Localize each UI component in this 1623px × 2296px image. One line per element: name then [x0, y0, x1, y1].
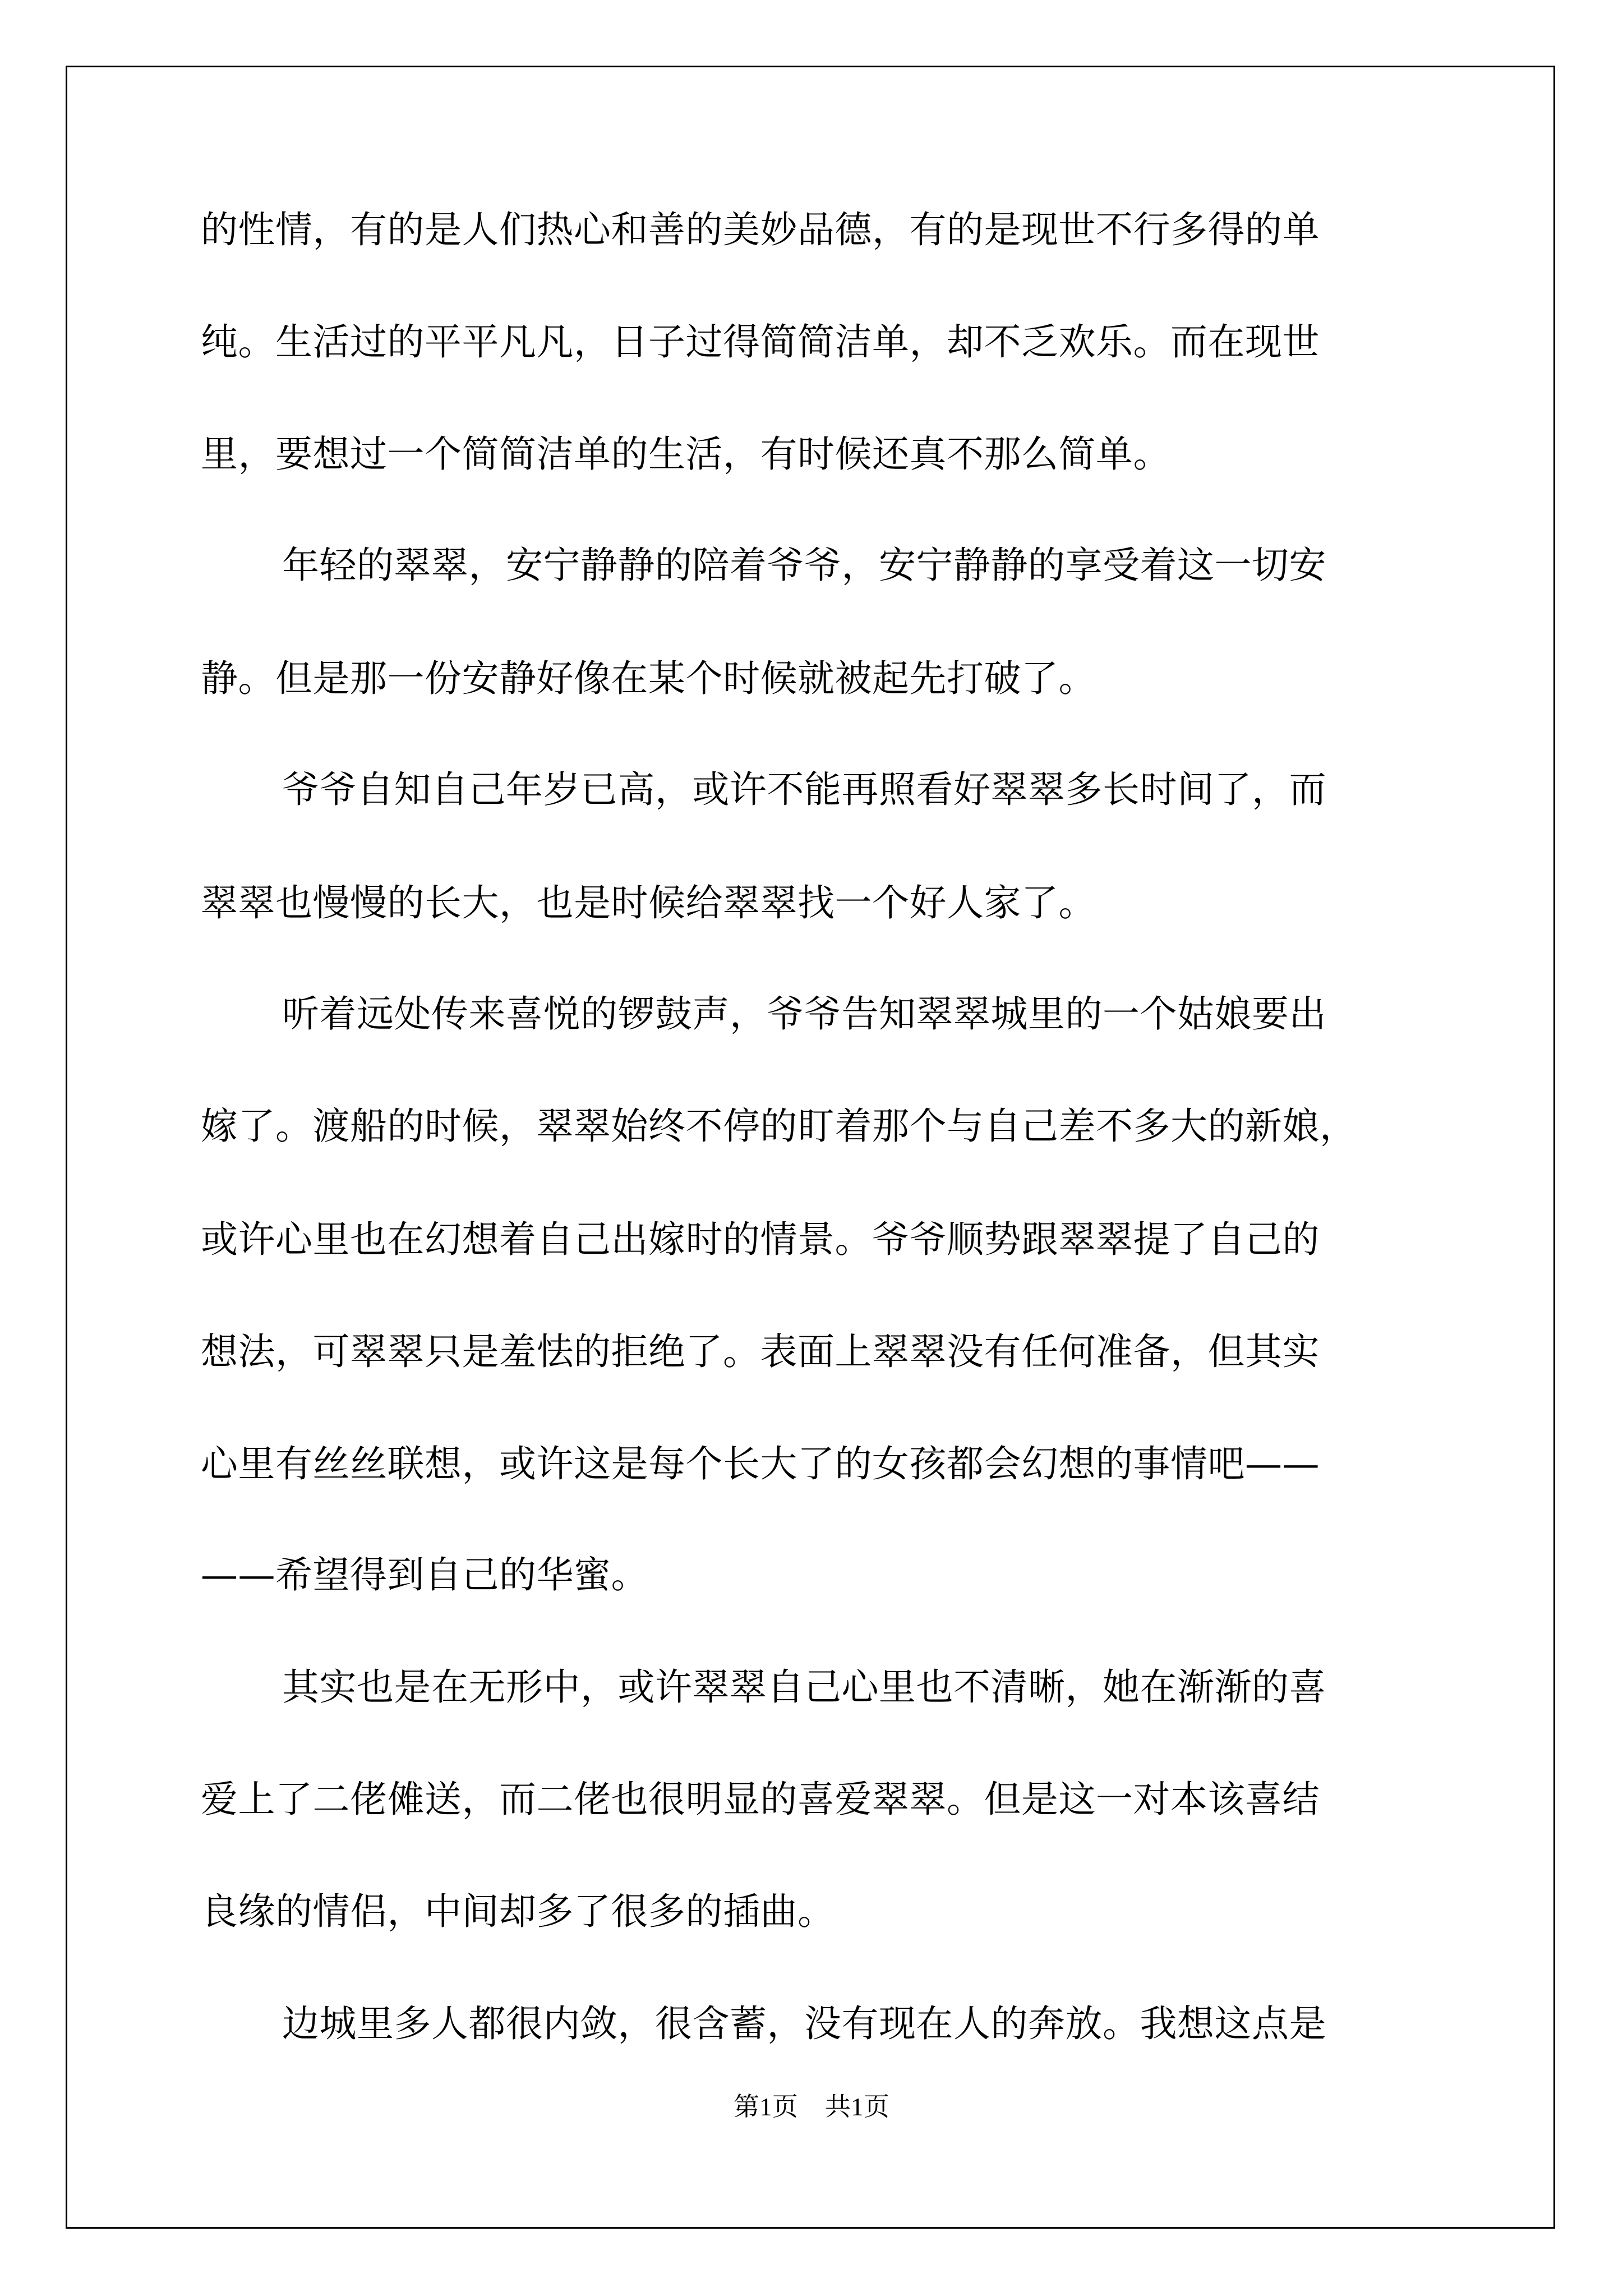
text-line: 或许心里也在幻想着自己出嫁时的情景。爷爷顺势跟翠翠提了自己的: [201, 1218, 1320, 1261]
page-footer: [0, 2090, 1623, 2124]
text-line: 年轻的翠翠，安宁静静的陪着爷爷，安宁静静的享受着这一切安: [282, 544, 1326, 587]
page-number-current: 第1页: [734, 2092, 798, 2121]
text-line: 翠翠也慢慢的长大，也是时候给翠翠找一个好人家了。: [201, 881, 1096, 924]
text-line: 想法，可翠翠只是羞怯的拒绝了。表面上翠翠没有任何准备，但其实: [201, 1330, 1320, 1373]
text-line: ——希望得到自己的华蜜。: [201, 1553, 648, 1596]
page-number-total: 共1页: [825, 2092, 889, 2121]
text-line: 纯。生活过的平平凡凡，日子过得简简洁单，却不乏欢乐。而在现世: [201, 320, 1320, 364]
text-line: 良缘的情侣，中间却多了很多的插曲。: [201, 1890, 835, 1933]
text-line: 心里有丝丝联想，或许这是每个长大了的女孩都会幻想的事情吧——: [201, 1442, 1320, 1485]
text-line: 嫁了。渡船的时候，翠翠始终不停的盯着那个与自己差不多大的新娘，: [201, 1105, 1357, 1148]
text-line: 听着远处传来喜悦的锣鼓声，爷爷告知翠翠城里的一个姑娘要出: [282, 992, 1326, 1036]
text-line: 里，要想过一个简简洁单的生活，有时候还真不那么简单。: [201, 432, 1170, 476]
text-line: 边城里多人都很内敛，很含蓄，没有现在人的奔放。我想这点是: [282, 2002, 1326, 2045]
text-line: 其实也是在无形中，或许翠翠自己心里也不清晰，她在渐渐的喜: [282, 1665, 1326, 1709]
text-line: 爱上了二佬傩送，而二佬也很明显的喜爱翠翠。但是这一对本该喜结: [201, 1778, 1320, 1821]
text-line: 静。但是那一份安静好像在某个时候就被起先打破了。: [201, 657, 1096, 700]
text-line: 的性情，有的是人们热心和善的美妙品德，有的是现世不行多得的单: [201, 208, 1320, 251]
text-line: 爷爷自知自己年岁已高，或许不能再照看好翠翠多长时间了，而: [282, 768, 1326, 811]
